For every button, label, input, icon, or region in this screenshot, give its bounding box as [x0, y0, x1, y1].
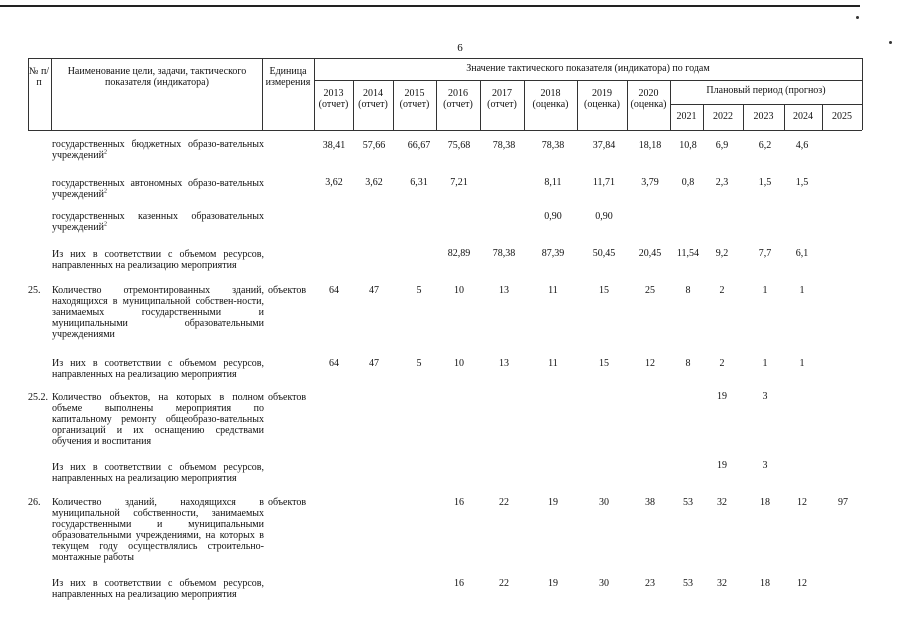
value-cell: 2,3: [715, 177, 729, 188]
value-cell: 12: [797, 497, 807, 508]
value-cell: 3,79: [641, 177, 659, 188]
year-label: 2020: [638, 88, 659, 99]
row-number: 25.2.: [28, 392, 48, 403]
year-note: (оценка): [630, 99, 667, 110]
value-cell: 6,2: [758, 140, 772, 151]
value-cell: 1: [799, 285, 805, 296]
value-cell: 18,18: [638, 140, 662, 151]
value-cell: 66,67: [407, 140, 431, 151]
year-note: (отчет): [318, 99, 349, 110]
header-vline: [862, 58, 863, 130]
value-cell: 25: [645, 285, 655, 296]
year-header-cell: [480, 88, 524, 110]
value-cell: 6,31: [410, 177, 428, 188]
row-unit: объектов: [268, 285, 307, 296]
value-cell: 10: [454, 285, 464, 296]
value-cell: 1: [762, 285, 768, 296]
value-cell: 0,90: [595, 211, 613, 222]
year-header-cell: [353, 88, 393, 110]
value-cell: 75,68: [447, 140, 471, 151]
value-cell: 32: [717, 497, 727, 508]
value-cell: 16: [454, 497, 464, 508]
value-cell: 11: [548, 358, 558, 369]
year-label: 2015: [404, 88, 425, 99]
value-cell: 64: [329, 358, 339, 369]
header-values-divider: [314, 80, 862, 81]
page-number: 6: [457, 42, 463, 54]
plan-year-label: 2025: [832, 111, 852, 122]
value-cell: 2: [719, 285, 725, 296]
value-cell: 30: [599, 497, 609, 508]
value-cell: 10: [454, 358, 464, 369]
value-cell: 8,11: [544, 177, 562, 188]
value-cell: 64: [329, 285, 339, 296]
year-header-cell: [577, 88, 627, 110]
value-cell: 53: [683, 497, 693, 508]
value-cell: 47: [369, 285, 379, 296]
value-cell: 3: [762, 391, 768, 402]
value-cell: 57,66: [362, 140, 386, 151]
value-cell: 32: [717, 578, 727, 589]
value-cell: 0,8: [681, 177, 695, 188]
row-number: 26.: [28, 497, 41, 508]
header-num: № п/п: [28, 66, 50, 88]
value-cell: 1: [799, 358, 805, 369]
row-label-text: Количество объектов, на которых в полном объеме выполнены мероприятия по капитальному ремонту общеобразо-вательных организаций и их оснащению средствами обучения и воспитания: [52, 392, 264, 447]
row-label-text: Из них в соответствии с объемом ресурсов, направленных на реализацию мероприятия: [52, 578, 264, 600]
row-label: [52, 392, 264, 447]
value-cell: 7,7: [758, 248, 772, 259]
value-cell: 78,38: [541, 140, 565, 151]
year-header-cell: [393, 88, 436, 110]
value-cell: 5: [416, 285, 422, 296]
value-cell: 19: [548, 578, 558, 589]
value-cell: 0,90: [544, 211, 562, 222]
row-label: [52, 178, 264, 200]
footnote-marker: 2: [103, 149, 107, 156]
header-name: Наименование цели, задачи, тактического показателя (индикатора): [67, 66, 247, 88]
value-cell: 18: [760, 578, 770, 589]
row-label: [52, 285, 264, 340]
value-cell: 22: [499, 578, 509, 589]
value-cell: 10,8: [679, 140, 697, 151]
value-cell: 3: [762, 460, 768, 471]
year-label: 2019: [592, 88, 612, 99]
year-note: (отчет): [399, 99, 430, 110]
header-top-border: [28, 58, 862, 59]
value-cell: 9,2: [715, 248, 729, 259]
value-cell: 19: [717, 460, 727, 471]
value-cell: 1,5: [795, 177, 809, 188]
value-cell: 4,6: [795, 140, 809, 151]
value-cell: 3,62: [365, 177, 383, 188]
value-cell: 53: [683, 578, 693, 589]
value-cell: 11,54: [676, 248, 700, 259]
value-cell: 8: [685, 358, 691, 369]
plan-year-label: 2022: [713, 111, 733, 122]
value-cell: 23: [645, 578, 655, 589]
year-note: (отчет): [358, 99, 388, 110]
value-cell: 18: [760, 497, 770, 508]
row-unit: объектов: [268, 392, 307, 403]
footnote-marker: 2: [103, 221, 107, 228]
year-label: 2014: [363, 88, 383, 99]
value-cell: 6,1: [795, 248, 809, 259]
row-label-text: Количество зданий, находящихся в муниципальной собственности, занимаемых государственными и муниципальными образовательными учреждениями, на которых в текущем году осуществлялись строительно-монтажные работы: [52, 497, 264, 563]
value-cell: 12: [645, 358, 655, 369]
header-plan-divider: [670, 104, 862, 105]
value-cell: 82,89: [447, 248, 471, 259]
year-note: (отчет): [487, 99, 517, 110]
value-cell: 22: [499, 497, 509, 508]
value-cell: 19: [548, 497, 558, 508]
value-cell: 97: [838, 497, 848, 508]
value-cell: 6,9: [715, 140, 729, 151]
value-cell: 19: [717, 391, 727, 402]
row-label: [52, 358, 264, 380]
row-label-text: Количество отремонтированных зданий, находящихся в муниципальной собствен-ности, занимаемых государственными и муниципальными образовательными учреждениями: [52, 285, 264, 340]
row-label-text: государственных бюджетных образо-вательных учреждений: [52, 139, 264, 161]
header-values: Значение тактического показателя (индикатора) по годам: [466, 63, 710, 74]
value-cell: 13: [499, 285, 509, 296]
value-cell: 5: [416, 358, 422, 369]
value-cell: 16: [454, 578, 464, 589]
value-cell: 1: [762, 358, 768, 369]
row-label: [52, 139, 264, 161]
value-cell: 50,45: [592, 248, 616, 259]
year-note: (отчет): [443, 99, 473, 110]
year-label: 2013: [323, 88, 344, 99]
value-cell: 1,5: [758, 177, 772, 188]
value-cell: 8: [685, 285, 691, 296]
row-label-text: Из них в соответствии с объемом ресурсов, направленных на реализацию мероприятия: [52, 249, 264, 271]
value-cell: 20,45: [638, 248, 662, 259]
value-cell: 13: [499, 358, 509, 369]
row-label: [52, 249, 264, 271]
row-label-text: Из них в соответствии с объемом ресурсов, направленных на реализацию мероприятия: [52, 462, 264, 484]
value-cell: 37,84: [592, 140, 616, 151]
value-cell: 15: [599, 358, 609, 369]
row-label-text: государственных казенных образовательных учреждений: [52, 211, 264, 233]
value-cell: 3,62: [325, 177, 343, 188]
year-note: (оценка): [532, 99, 569, 110]
value-cell: 38,41: [322, 140, 346, 151]
row-label-text: государственных автономных образо-вательных учреждений: [52, 178, 264, 200]
value-cell: 78,38: [492, 248, 516, 259]
row-label: [52, 497, 264, 563]
row-number: 25.: [28, 285, 41, 296]
row-label: [52, 462, 264, 484]
scan-mark: [856, 16, 859, 19]
value-cell: 30: [599, 578, 609, 589]
row-unit: объектов: [268, 497, 307, 508]
plan-year-label: 2024: [793, 111, 813, 122]
plan-year-label: 2023: [753, 111, 774, 122]
top-border-line: [0, 5, 860, 7]
value-cell: 7,21: [450, 177, 468, 188]
year-header-cell: [524, 88, 577, 110]
value-cell: 15: [599, 285, 609, 296]
value-cell: 47: [369, 358, 379, 369]
scan-mark: [889, 41, 892, 44]
plan-year-label: 2021: [676, 111, 697, 122]
value-cell: 38: [645, 497, 655, 508]
year-label: 2018: [540, 88, 561, 99]
value-cell: 12: [797, 578, 807, 589]
value-cell: 11,71: [592, 177, 616, 188]
year-label: 2016: [448, 88, 468, 99]
value-cell: 87,39: [541, 248, 565, 259]
footnote-marker: 2: [103, 188, 107, 195]
header-bottom-border: [28, 130, 862, 131]
year-label: 2017: [492, 88, 512, 99]
header-plan: Плановый период (прогноз): [706, 85, 826, 96]
header-unit: Единица измерения: [265, 66, 311, 88]
year-header-cell: [436, 88, 480, 110]
year-header-cell: [627, 88, 670, 110]
row-label: [52, 578, 264, 600]
value-cell: 78,38: [492, 140, 516, 151]
value-cell: 11: [548, 285, 558, 296]
value-cell: 2: [719, 358, 725, 369]
row-label: [52, 211, 264, 233]
year-header-cell: [314, 88, 353, 110]
year-note: (оценка): [584, 99, 620, 110]
row-label-text: Из них в соответствии с объемом ресурсов, направленных на реализацию мероприятия: [52, 358, 264, 380]
